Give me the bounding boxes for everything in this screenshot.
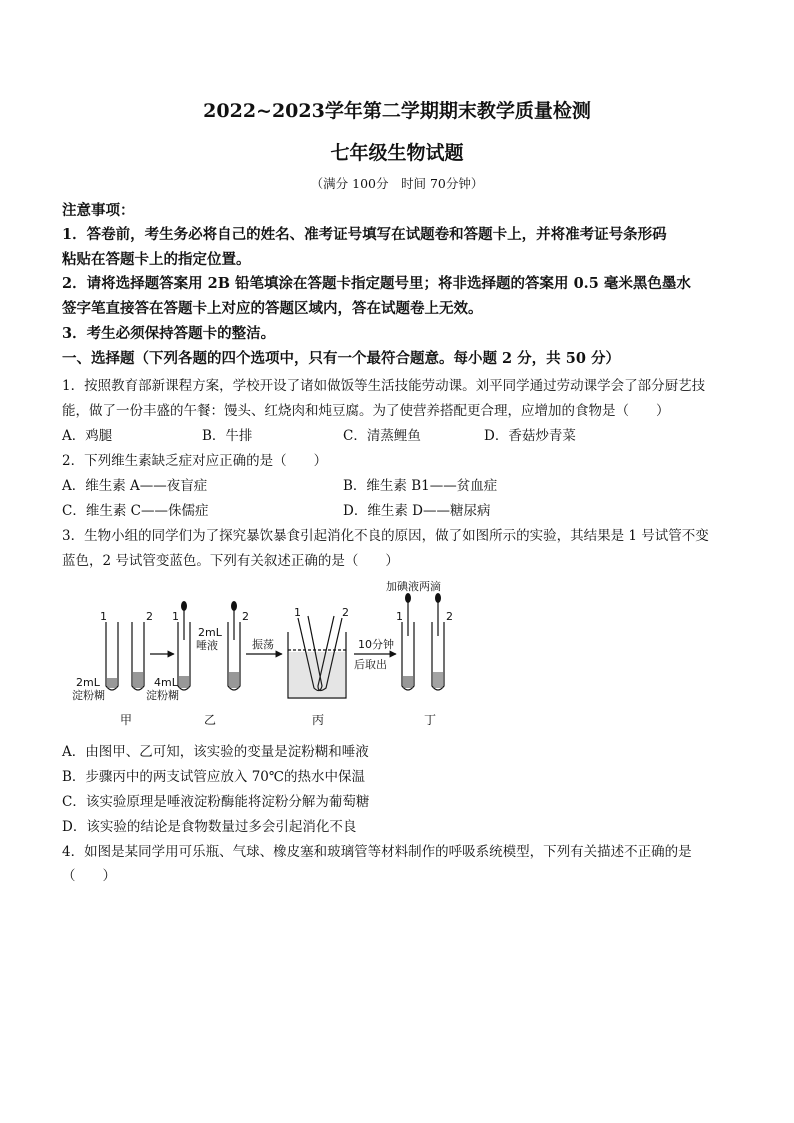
label-saliva: 唾液 (196, 639, 218, 652)
starch-jia-2 (133, 672, 143, 688)
q4-stem-line-1: 4．如图是某同学用可乐瓶、气球、橡皮塞和玻璃管等材料制作的呼吸系统模型，下列有关描述不正确的是 (62, 844, 692, 860)
q1-option-d: D．香菇炒青菜 (484, 428, 576, 444)
step-label-yi: 乙 (204, 713, 217, 727)
tube-label: 2 (446, 610, 453, 623)
step-label-jia: 甲 (120, 713, 133, 727)
label-ten-minutes: 10分钟 (358, 638, 394, 651)
q3-option-d: D．该实验的结论是食物数量过多会引起消化不良 (62, 819, 357, 835)
tube-label: 2 (242, 610, 249, 623)
step-label-ding: 丁 (424, 713, 437, 727)
tube-label: 1 (172, 610, 179, 623)
notice-item-2-line-1: 2．请将选择题答案用 2B 铅笔填涂在答题卡指定题号里；将非选择题的答案用 0.5 毫米黑色墨水 (62, 275, 691, 292)
label-starch-2ml-name: 淀粉糊 (72, 689, 105, 702)
q2-option-d: D．维生素 D——糖尿病 (343, 503, 491, 519)
q2-stem: 2．下列维生素缺乏症对应正确的是（ ） (62, 453, 328, 469)
label-saliva-amount: 2mL (198, 626, 222, 639)
experiment-figure (70, 578, 470, 730)
starch-jia-1 (107, 678, 117, 688)
q3-stem-line-2: 蓝色，2 号试管变蓝色。下列有关叙述正确的是（ ） (62, 553, 399, 569)
tube-label: 2 (342, 606, 349, 619)
label-shake: 振荡 (252, 638, 274, 651)
q1-stem-line-2: 能，做了一份丰盛的午餐：馒头、红烧肉和炖豆腐。为了使营养搭配更合理，应增加的食物是（ ） (62, 403, 670, 419)
label-take-out: 后取出 (354, 658, 387, 671)
water (289, 652, 345, 697)
page-title: 2022~2023学年第二学期期末教学质量检测 (203, 100, 591, 122)
q4-stem-line-2: （ ） (62, 868, 116, 884)
q3-option-c: C．该实验原理是唾液淀粉酶能将淀粉分解为葡萄糖 (62, 794, 370, 810)
starch-yi-1 (179, 676, 189, 688)
q1-option-a: A．鸡腿 (62, 428, 113, 444)
notice-heading: 注意事项： (62, 202, 135, 219)
label-starch-4ml: 4mL (154, 676, 178, 689)
notice-item-1-line-2: 粘贴在答题卡上的指定位置。 (62, 251, 251, 268)
q1-stem-line-1: 1．按照教育部新课程方案，学校开设了诸如做饭等生活技能劳动课。刘平同学通过劳动课学会了部分厨艺技 (62, 378, 706, 394)
tube-label: 1 (100, 610, 107, 623)
exam-subtitle: 七年级生物试题 (330, 142, 464, 164)
starch-yi-2 (229, 672, 239, 688)
exam-meta: （满分 100分 时间 70分钟） (310, 176, 484, 191)
q3-stem-line-1: 3．生物小组的同学们为了探究暴饮暴食引起消化不良的原因，做了如图所示的实验，其结果是 1 号试管不变 (62, 528, 709, 544)
label-iodine: 加碘液两滴 (386, 580, 441, 593)
q3-option-b: B．步骤丙中的两支试管应放入 70℃的热水中保温 (62, 769, 365, 785)
bulb-ding-1 (405, 593, 411, 603)
tube-label: 1 (396, 610, 403, 623)
label-starch-2ml: 2mL (76, 676, 100, 689)
notice-item-2-line-2: 签字笔直接答在答题卡上对应的答题区域内，答在试题卷上无效。 (62, 300, 483, 317)
bulb-yi-2 (231, 601, 237, 611)
notice-item-3: 3．考生必须保持答题卡的整洁。 (62, 325, 276, 342)
section-heading: 一、选择题（下列各题的四个选项中，只有一个最符合题意。每小题 2 分，共 50 分） (62, 350, 620, 367)
q1-option-c: C．清蒸鲤鱼 (343, 428, 421, 444)
q3-option-a: A．由图甲、乙可知，该实验的变量是淀粉糊和唾液 (62, 744, 369, 760)
q2-option-a: A．维生素 A——夜盲症 (62, 478, 208, 494)
q2-option-c: C．维生素 C——侏儒症 (62, 503, 209, 519)
label-starch-4ml-name: 淀粉糊 (146, 689, 179, 702)
q1-option-b: B．牛排 (202, 428, 253, 444)
tube-label: 2 (146, 610, 153, 623)
tube-label: 1 (294, 606, 301, 619)
q2-option-b: B．维生素 B1——贫血症 (343, 478, 498, 494)
bulb-yi-1 (181, 601, 187, 611)
liquid-ding-1 (403, 676, 413, 688)
step-label-bing: 丙 (312, 713, 325, 727)
notice-item-1-line-1: 1．答卷前，考生务必将自己的姓名、准考证号填写在试题卷和答题卡上，并将准考证号条形码 (62, 226, 667, 243)
bulb-ding-2 (435, 593, 441, 603)
liquid-ding-2 (433, 672, 443, 688)
